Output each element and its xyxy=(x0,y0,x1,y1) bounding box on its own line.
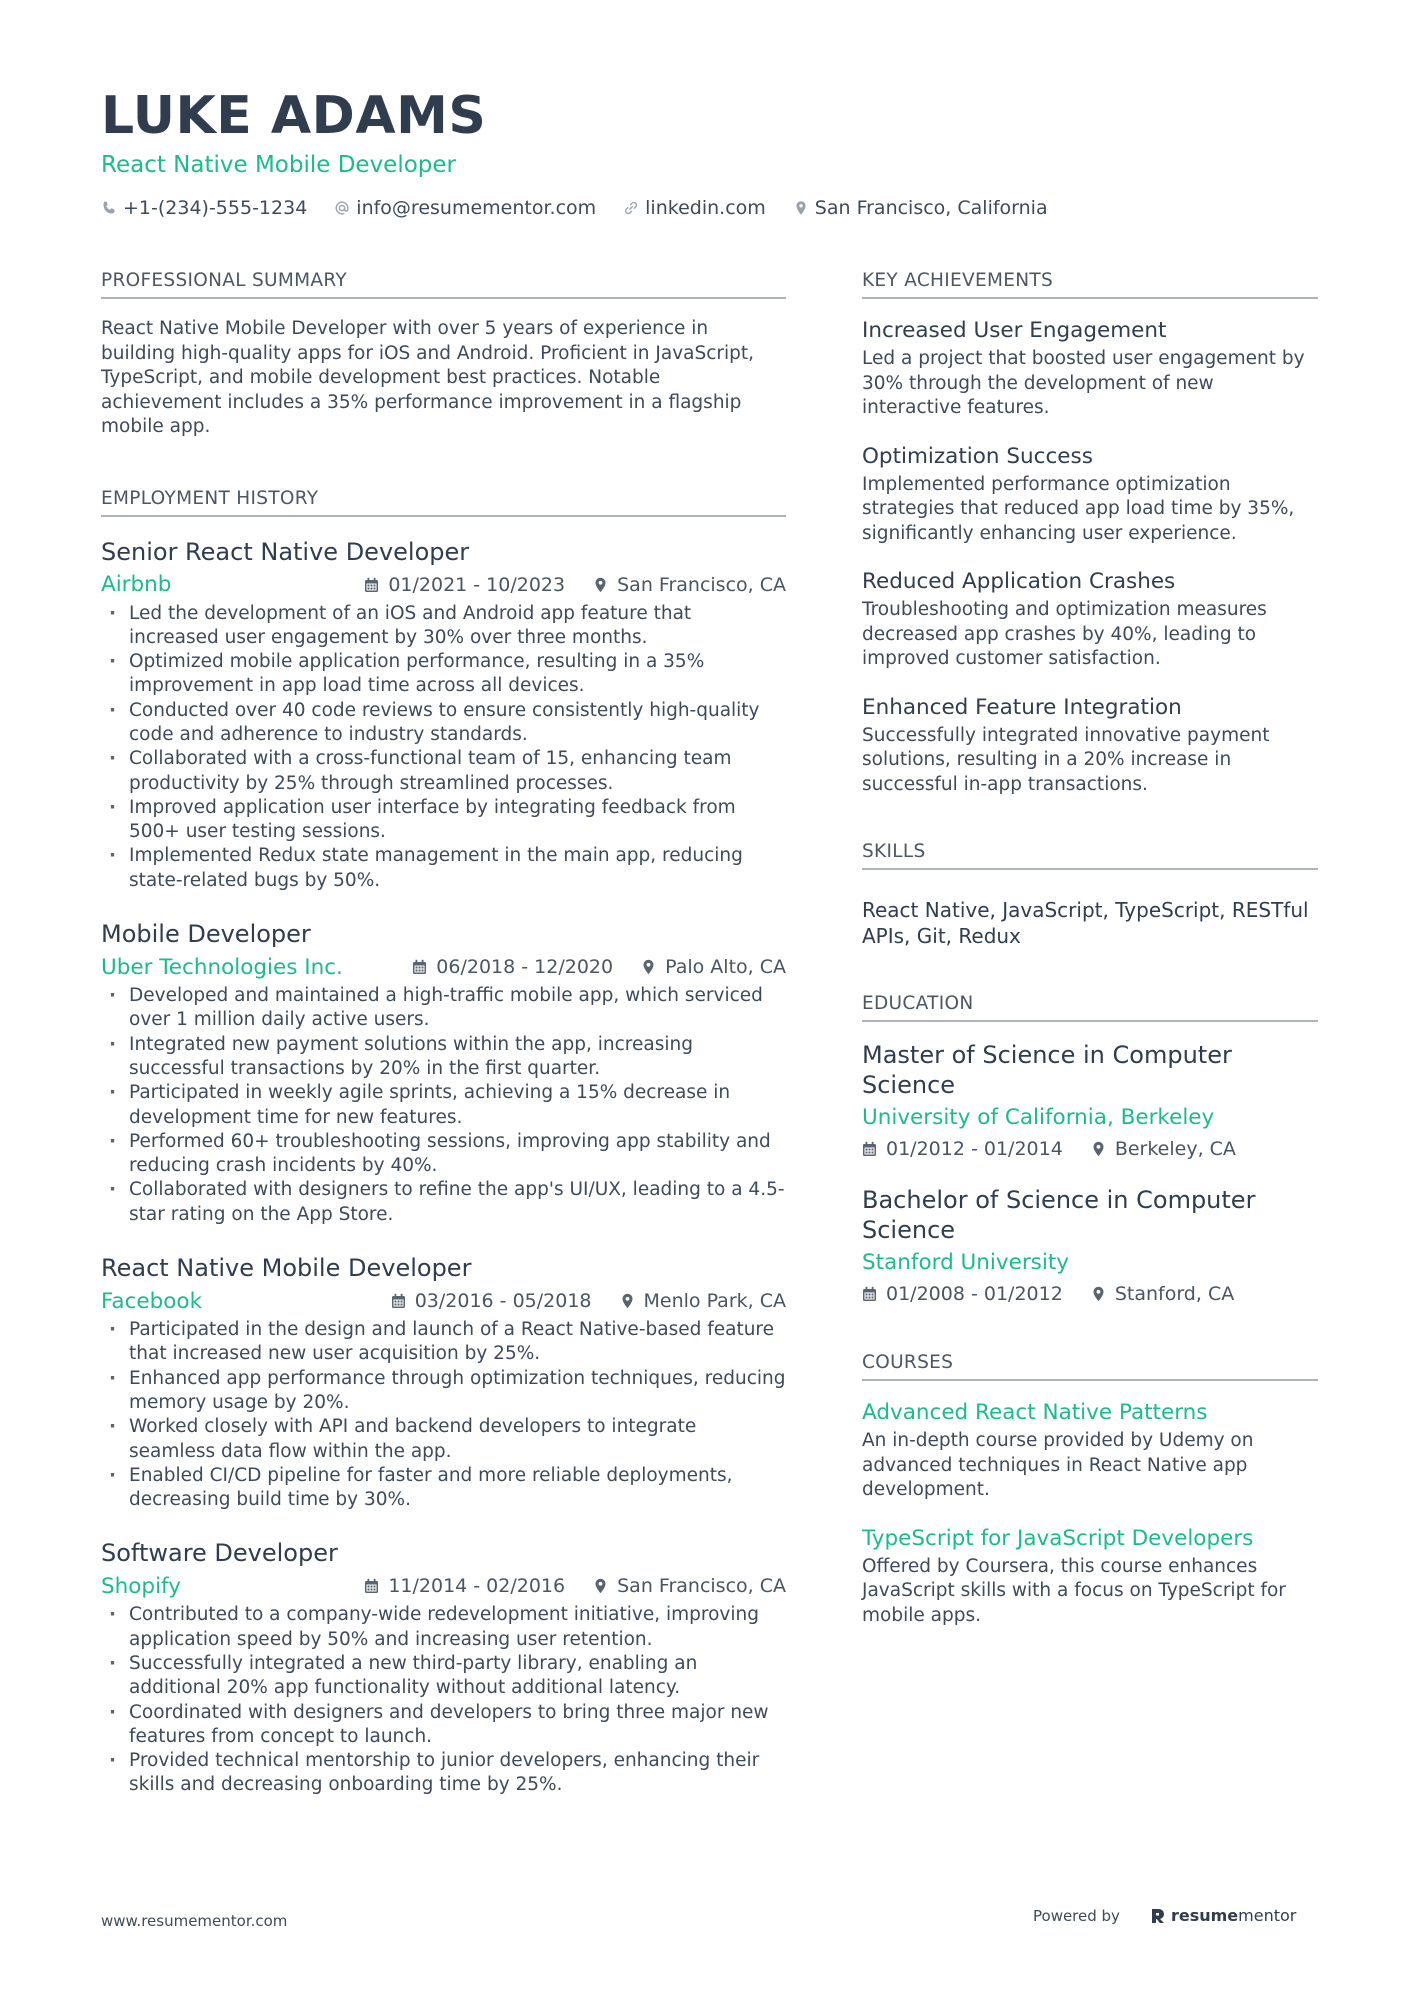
bullet-item: · Collaborated with a cross-functional team of 15, enhancing team productivity by 25% through streamlined processes. xyxy=(101,747,786,796)
location-icon xyxy=(1091,1286,1106,1302)
footer-brand xyxy=(1033,1906,1296,1925)
courses-section xyxy=(862,1352,1318,1628)
contact-text: linkedin.com xyxy=(645,197,766,219)
bullet-item: · Improved application user interface by integrating feedback from 500+ user testing sessions. xyxy=(101,796,786,845)
powered-by-label: Powered by xyxy=(1033,1906,1120,1925)
bullet-item: · Led the development of an iOS and Android app feature that increased user engagement by 30% over three months. xyxy=(101,602,786,651)
achievement-item xyxy=(862,317,1318,421)
logo-mark-icon xyxy=(1150,1907,1166,1925)
location-text: Stanford, CA xyxy=(1114,1283,1235,1305)
achievement-text: Troubleshooting and optimization measures decreased app crashes by 40%, leading to improved customer satisfaction. xyxy=(862,599,1267,669)
dates-text: 01/2021 - 10/2023 xyxy=(388,573,566,596)
course-title: Advanced React Native Patterns xyxy=(862,1400,1208,1425)
location-text: Menlo Park, CA xyxy=(643,1290,786,1313)
summary-section xyxy=(101,270,786,440)
school-name: Stanford University xyxy=(862,1250,1070,1275)
job-dates xyxy=(364,574,565,596)
education-location xyxy=(1091,1138,1236,1160)
job-entry xyxy=(101,1253,786,1512)
education-dates xyxy=(862,1138,1063,1160)
achievement-text: Implemented performance optimization strategies that reduced app load time by 35%, significantly enhancing user experience. xyxy=(862,473,1295,544)
skills-section xyxy=(862,841,1318,949)
location-text: San Francisco, CA xyxy=(617,1575,786,1598)
achievements-section xyxy=(862,270,1318,797)
job-location xyxy=(593,574,786,596)
education-section xyxy=(862,993,1318,1308)
bullet-item: · Worked closely with API and backend developers to integrate seamless data flow within the app. xyxy=(101,1415,786,1464)
section-heading: KEY ACHIEVEMENTS xyxy=(862,270,1318,299)
candidate-name: LUKE ADAMS xyxy=(101,86,487,146)
job-title: Software Developer xyxy=(101,1539,338,1568)
bullet-item: · Successfully integrated a new third-party library, enabling an additional 20% app functionality without additional latency. xyxy=(101,1652,786,1701)
job-location xyxy=(593,1575,786,1597)
job-entry xyxy=(101,919,786,1227)
bullet-item: · Participated in weekly agile sprints, achieving a 15% decrease in development time for new features. xyxy=(101,1081,786,1130)
left-column xyxy=(101,270,786,1798)
achievement-title: Reduced Application Crashes xyxy=(862,569,1176,594)
dates-text: 01/2012 - 01/2014 xyxy=(886,1138,1063,1160)
achievement-item xyxy=(862,568,1318,672)
job-entry xyxy=(101,1538,786,1797)
contact-bar xyxy=(101,197,1321,219)
degree-title: Bachelor of Science in Computer Science xyxy=(862,1186,1256,1244)
brand-logo[interactable] xyxy=(1150,1906,1296,1925)
bullet-item: · Enabled CI/CD pipeline for faster and more reliable deployments, decreasing build time by 30%. xyxy=(101,1464,786,1513)
bullet-item: · Integrated new payment solutions within the app, increasing successful transactions by 20% in the first quarter. xyxy=(101,1033,786,1082)
bullet-item: · Performed 60+ troubleshooting sessions, improving app stability and reducing crash incidents by 40%. xyxy=(101,1130,786,1179)
contact-linkedin[interactable] xyxy=(623,197,766,219)
bullet-item: · Implemented Redux state management in the main app, reducing state-related bugs by 50%. xyxy=(101,844,786,893)
bullet-item: · Enhanced app performance through optimization techniques, reducing memory usage by 20%. xyxy=(101,1367,786,1416)
education-item xyxy=(862,1040,1318,1163)
location-icon xyxy=(793,200,809,216)
location-icon xyxy=(1091,1141,1106,1157)
job-meta xyxy=(101,1571,786,1601)
job-meta xyxy=(101,570,786,600)
bullet-item: · Participated in the design and launch of a React Native-based feature that increased new user acquisition by 25%. xyxy=(101,1318,786,1367)
achievement-title: Increased User Engagement xyxy=(862,318,1167,343)
education-meta xyxy=(862,1280,1318,1308)
achievement-text: Led a project that boosted user engagement by 30% through the development of new interactive features. xyxy=(862,348,1305,418)
dates-text: 11/2014 - 02/2016 xyxy=(388,1575,566,1598)
contact-email[interactable] xyxy=(334,197,596,219)
contact-text: San Francisco, California xyxy=(814,197,1048,219)
education-dates xyxy=(862,1283,1063,1305)
section-heading: COURSES xyxy=(862,1352,1318,1381)
company-name: Facebook xyxy=(101,1288,203,1314)
education-item xyxy=(862,1185,1318,1308)
achievement-item xyxy=(862,443,1318,547)
job-entry xyxy=(101,537,786,894)
contact-location xyxy=(793,197,1048,219)
job-location xyxy=(620,1290,786,1312)
job-bullets xyxy=(101,602,786,894)
achievement-text: Successfully integrated innovative payment solutions, resulting in a 20% increase in successful in-app transactions. xyxy=(862,724,1270,795)
contact-text: +1-(234)-555-1234 xyxy=(123,197,308,219)
dates-text: 03/2016 - 05/2018 xyxy=(414,1290,592,1313)
bullet-item: · Conducted over 40 code reviews to ensure consistently high-quality code and adherence to industry standards. xyxy=(101,699,786,748)
calendar-icon xyxy=(862,1286,877,1302)
job-bullets xyxy=(101,1603,786,1797)
calendar-icon xyxy=(364,1578,379,1594)
resume-header xyxy=(101,86,1321,219)
achievement-item xyxy=(862,694,1318,798)
at-icon xyxy=(334,200,350,216)
section-heading: PROFESSIONAL SUMMARY xyxy=(101,270,786,299)
job-dates xyxy=(391,1290,592,1312)
bullet-item: · Developed and maintained a high-traffic mobile app, which serviced over 1 million daily active users. xyxy=(101,984,786,1033)
location-icon xyxy=(593,1578,608,1594)
dates-text: 01/2008 - 01/2012 xyxy=(886,1283,1063,1305)
company-name: Shopify xyxy=(101,1573,181,1599)
contact-text: info@resumementor.com xyxy=(356,197,597,219)
dates-text: 06/2018 - 12/2020 xyxy=(436,956,614,979)
education-meta xyxy=(862,1135,1318,1163)
degree-title: Master of Science in Computer Science xyxy=(862,1041,1232,1099)
section-heading: SKILLS xyxy=(862,841,1318,870)
company-name: Uber Technologies Inc. xyxy=(101,954,343,980)
location-icon xyxy=(620,1293,635,1309)
bullet-item: · Provided technical mentorship to junior developers, enhancing their skills and decreasing onboarding time by 25%. xyxy=(101,1749,786,1798)
job-dates xyxy=(364,1575,565,1597)
contact-phone xyxy=(101,197,307,219)
brand-light: mentor xyxy=(1238,1906,1297,1925)
course-item xyxy=(862,1399,1318,1503)
course-text: An in-depth course provided by Udemy on advanced techniques in React Native app development. xyxy=(862,1430,1254,1500)
company-name: Airbnb xyxy=(101,572,172,597)
location-text: Berkeley, CA xyxy=(1114,1138,1236,1160)
calendar-icon xyxy=(412,959,427,975)
job-location xyxy=(641,956,786,978)
job-bullets xyxy=(101,984,786,1227)
achievement-title: Optimization Success xyxy=(862,443,1093,469)
bullet-item: · Coordinated with designers and developers to bring three major new features from concept to launch. xyxy=(101,1701,786,1750)
link-icon xyxy=(623,200,639,216)
section-heading: EMPLOYMENT HISTORY xyxy=(101,488,786,517)
job-title: Mobile Developer xyxy=(101,920,311,949)
location-icon xyxy=(593,577,608,593)
location-icon xyxy=(641,959,656,975)
skills-text: React Native, JavaScript, TypeScript, RESTful APIs, Git, Redux xyxy=(862,898,1309,948)
job-title: Senior React Native Developer xyxy=(101,537,470,566)
candidate-title: React Native Mobile Developer xyxy=(101,152,456,178)
job-title: React Native Mobile Developer xyxy=(101,1254,472,1283)
school-name: University of California, Berkeley xyxy=(862,1105,1215,1130)
footer-website[interactable]: www.resumementor.com xyxy=(101,1912,288,1930)
education-location xyxy=(1091,1283,1234,1305)
summary-text: React Native Mobile Developer with over 5 years of experience in building high-quality apps for iOS and Android. Proficient in JavaScript, TypeScript, and mobile development best practices. Notable achievement includes a 35% performance improvement in a flagship mobile app. xyxy=(101,318,755,437)
bullet-item: · Optimized mobile application performance, resulting in a 35% improvement in app load time across all devices. xyxy=(101,650,786,699)
phone-icon xyxy=(101,200,117,216)
location-text: San Francisco, CA xyxy=(617,573,786,596)
right-column xyxy=(862,270,1318,1628)
location-text: Palo Alto, CA xyxy=(665,956,786,979)
achievement-title: Enhanced Feature Integration xyxy=(862,694,1182,720)
employment-section xyxy=(101,488,786,1798)
brand-bold: resume xyxy=(1170,1906,1239,1925)
calendar-icon xyxy=(391,1293,406,1309)
job-meta xyxy=(101,952,786,982)
section-heading: EDUCATION xyxy=(862,993,1318,1022)
bullet-item: · Collaborated with designers to refine the app's UI/UX, leading to a 4.5-star rating on the App Store. xyxy=(101,1178,786,1227)
calendar-icon xyxy=(364,577,379,593)
course-text: Offered by Coursera, this course enhances JavaScript skills with a focus on TypeScript for mobile apps. xyxy=(862,1555,1286,1626)
course-title: TypeScript for JavaScript Developers xyxy=(862,1525,1254,1551)
job-meta xyxy=(101,1286,786,1316)
calendar-icon xyxy=(862,1141,877,1157)
job-bullets xyxy=(101,1318,786,1512)
job-dates xyxy=(412,956,613,978)
course-item xyxy=(862,1525,1318,1629)
bullet-item: · Contributed to a company-wide redevelopment initiative, improving application speed by 50% and increasing user retention. xyxy=(101,1603,786,1652)
